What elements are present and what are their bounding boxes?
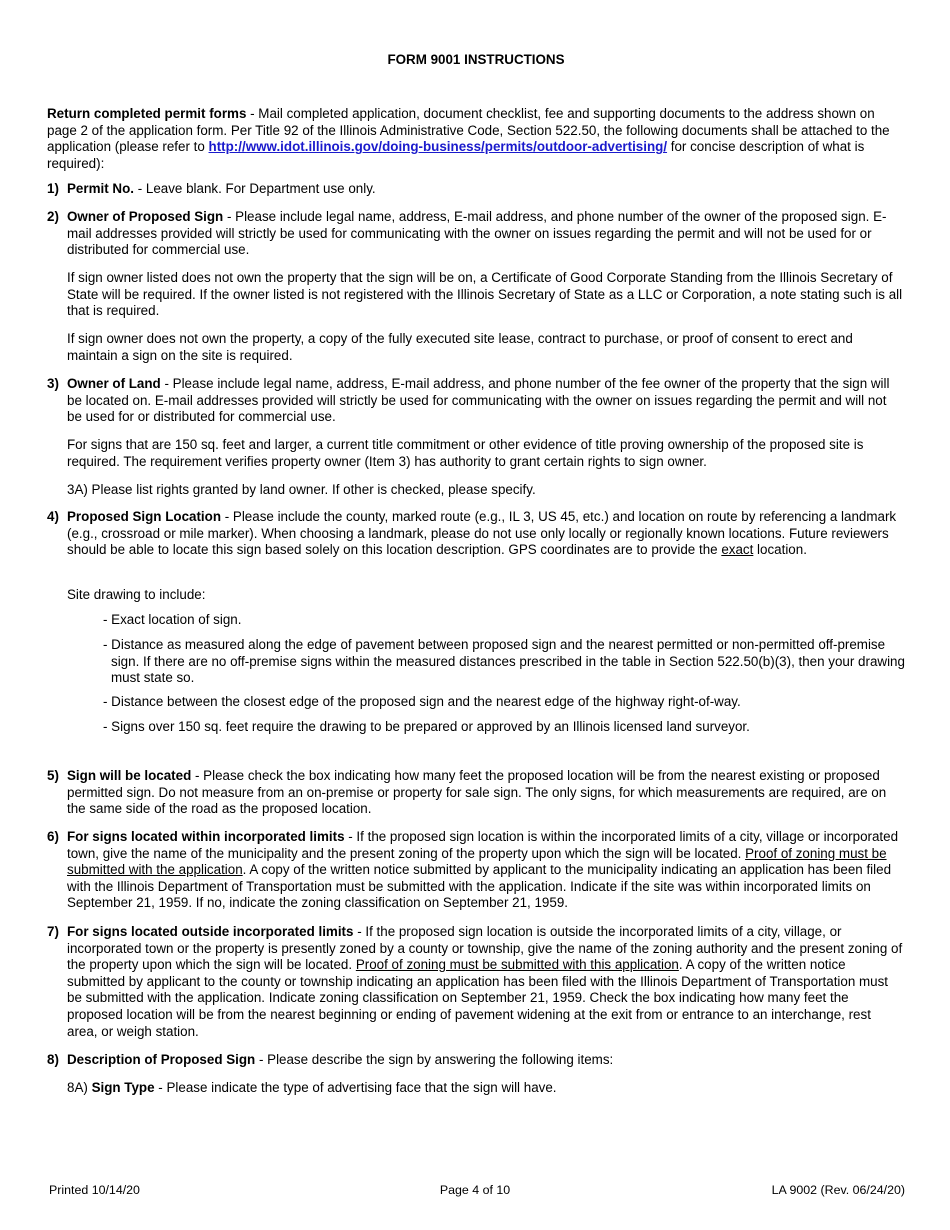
item-text: - Please check the box indicating how many feet the proposed location will be from the nearest existing or proposed permitted sign. Do not measure from an on-premise or property for sale sign. The only signs, for which measurements are required, are on the same side of the road as the proposed location.: [67, 768, 887, 817]
item-heading: Description of Proposed Sign: [67, 1052, 256, 1067]
item-text-b: location.: [753, 542, 807, 558]
intro-lead: Return completed permit forms: [47, 106, 247, 121]
item-heading: Permit No.: [67, 181, 134, 196]
item-8: [47, 1052, 905, 1069]
item-text-b: . A copy of the written notice submitted by applicant to the municipality indicating an application has been filed with the Illinois Department of Transportation must be submitted with the application. Indicate if the site was within incorporated limits on September 21, 1959. If no, indicate the zoning classification on September 21, 1959.: [67, 862, 892, 911]
item-number: 1): [47, 181, 59, 196]
item-text-a: - If the proposed sign location is within the incorporated limits of a city, village or incorporated town, give the name of the municipality and the present zoning of the property upon which the sign will be located.: [67, 829, 899, 861]
item-text-b: . A copy of the written notice submitted by applicant to the county or township indicating an application has been filed with the Illinois Department of Transportation must be submitted with the application. Indicate zoning classification on September 21, 1959. Check the box indicating how many feet the proposed location will be from the nearest beginning or ending of pavement widening at the exit from or entrance to an interchange, rest area, or weigh station.: [67, 957, 889, 1039]
bullet-item: - Distance between the closest edge of the proposed sign and the nearest edge of the highway right-of-way.: [103, 694, 741, 709]
item-text: - Please include legal name, address, E-mail address, and phone number of the owner of the proposed sign. E-mail addresses provided will strictly be used for communicating with the owner on issues regarding the permit and will not be used for or distributed for commercial use.: [67, 209, 887, 258]
item-underline: exact: [721, 542, 754, 558]
item-7: [47, 924, 905, 1040]
item-number: 7): [47, 924, 59, 939]
item-5: [47, 768, 905, 818]
item-2-paragraph-2: If sign owner listed does not own the property that the sign will be on, a Certificate of Good Corporate Standing from the Illinois Secretary of State will be required. If the owner listed is not registered with the Illinois Secretary of State as a LLC or Corporation, a note stating such is all that is required.: [67, 270, 903, 319]
item-text: - Leave blank. For Department use only.: [133, 181, 376, 196]
intro-paragraph: [47, 106, 905, 172]
item-3: [47, 376, 905, 426]
item-4: [47, 509, 905, 559]
sub-text: - Please indicate the type of advertising face that the sign will have.: [154, 1080, 557, 1095]
item-number: 6): [47, 829, 59, 844]
item-3a: 3A) Please list rights granted by land owner. If other is checked, please specify.: [67, 482, 536, 497]
item-heading: For signs located outside incorporated limits: [67, 924, 354, 939]
item-number: 8): [47, 1052, 59, 1067]
bullet-item: - Signs over 150 sq. feet require the drawing to be prepared or approved by an Illinois licensed land surveyor.: [103, 719, 750, 734]
intro-text-b: for concise description of what is required):: [47, 139, 865, 171]
item-number: 2): [47, 209, 59, 224]
bullet-item: - Distance as measured along the edge of pavement between proposed sign and the nearest permitted or non-permitted off-premise sign. If there are no off-premise signs within the measured distances prescribed in the table in Section 522.50(b)(3), then your drawing must state so.: [103, 637, 905, 686]
item-heading: Owner of Proposed Sign: [67, 209, 224, 224]
item-underline: Proof of zoning must be submitted with this application: [355, 957, 679, 973]
item-heading: For signs located within incorporated limits: [67, 829, 345, 844]
item-2: [47, 209, 905, 259]
item-text-a: - Please include the county, marked route (e.g., IL 3, US 45, etc.) and location on route by referencing a landmark (e.g., crossroad or mile marker). When choosing a landmark, please do not use only locally or regionally known locations. Future reviewers should be able to locate this sign based solely on this location description. GPS coordinates are to provide the: [67, 509, 897, 558]
item-number: 5): [47, 768, 59, 783]
item-underline: Proof of zoning must be submitted with the application: [67, 845, 887, 878]
item-text: - Please include legal name, address, E-mail address, and phone number of the fee owner of the property that the sign will be located on. E-mail addresses provided will strictly be used for communicating with the owner on issues regarding the permit and will not be used for or distributed for commercial use.: [67, 376, 890, 425]
item-heading: Sign will be located: [67, 768, 192, 783]
bullet-item: - Exact location of sign.: [103, 612, 242, 627]
outdoor-advertising-link[interactable]: http://www.idot.illinois.gov/doing-business/permits/outdoor-advertising/: [208, 139, 668, 155]
footer-page-number: Page 4 of 10: [439, 1183, 511, 1197]
intro-text-a: - Mail completed application, document checklist, fee and supporting documents to the address shown on page 2 of the application form. Per Title 92 of the Illinois Administrative Code, Section 522.50, the following documents shall be attached to the application (please refer to: [47, 106, 890, 155]
item-6: [47, 829, 905, 912]
item-number: 4): [47, 509, 59, 524]
item-8a: [47, 1080, 905, 1097]
footer-printed-date: Printed 10/14/20: [49, 1183, 140, 1197]
footer-form-number: LA 9002 (Rev. 06/24/20): [771, 1183, 905, 1197]
page-title: FORM 9001 INSTRUCTIONS: [387, 52, 565, 67]
sub-prefix: 8A): [67, 1080, 92, 1095]
item-number: 3): [47, 376, 59, 391]
item-3-paragraph-2: For signs that are 150 sq. feet and larger, a current title commitment or other evidence of title proving ownership of the proposed site is required. The requirement verifies property owner (Item 3) has authority to grant certain rights to sign owner.: [67, 437, 864, 469]
item-2-paragraph-3: If sign owner does not own the property, a copy of the fully executed site lease, contract to purchase, or proof of consent to erect and maintain a sign on the site is required.: [67, 331, 853, 363]
item-1: [47, 181, 905, 198]
item-heading: Proposed Sign Location: [67, 509, 221, 524]
item-text-a: - If the proposed sign location is outside the incorporated limits of a city, village, or incorporated town or the property is presently zoned by a county or township, give the name of the zoning authority and the present zoning of the property upon which the sign will be located.: [67, 924, 903, 973]
item-text: - Please describe the sign by answering the following items:: [255, 1052, 614, 1067]
sub-heading: Sign Type: [91, 1080, 155, 1095]
item-heading: Owner of Land: [67, 376, 161, 391]
site-drawing-label: Site drawing to include:: [67, 587, 206, 602]
